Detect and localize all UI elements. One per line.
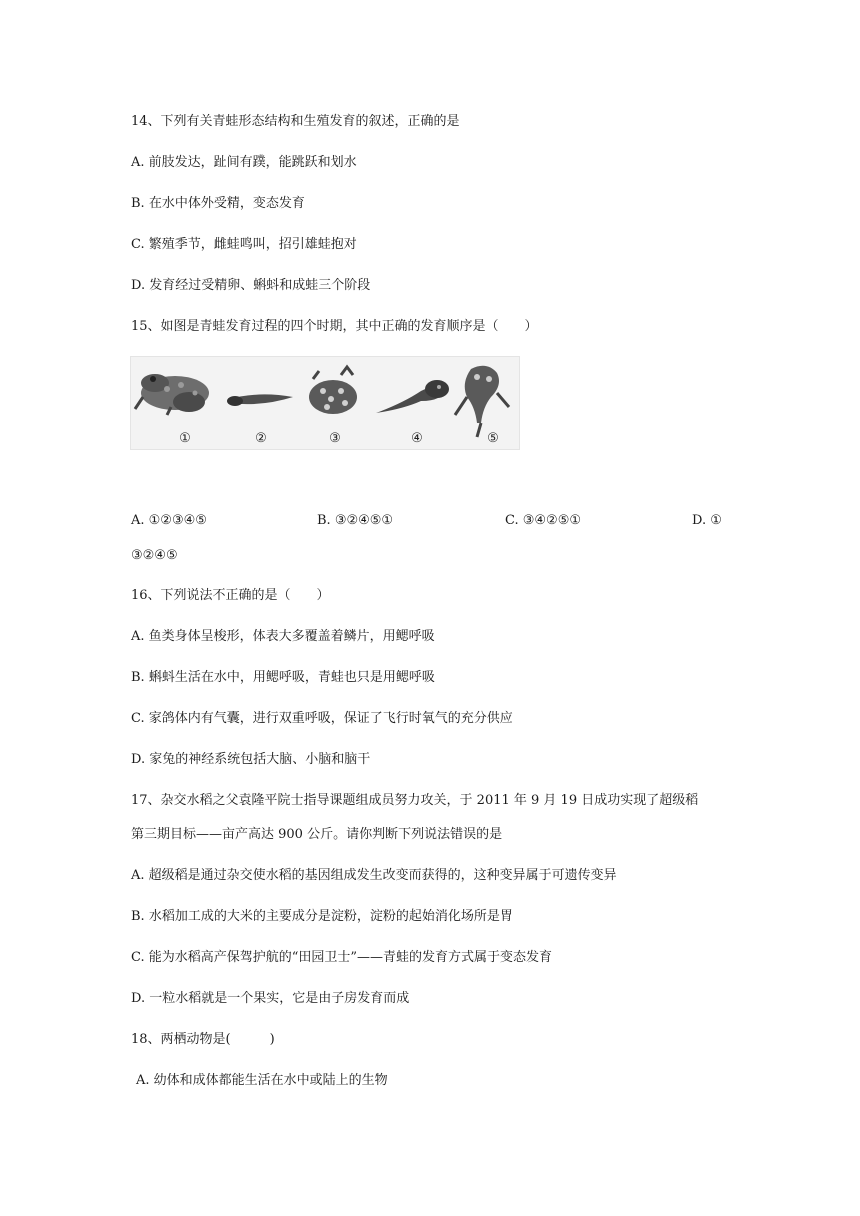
- juvenile-frog-illustration: [455, 366, 509, 437]
- question-14-stem: 14、下列有关青蛙形态结构和生殖发育的叙述，正确的是: [131, 114, 460, 129]
- question-16-option-c: C. 家鸽体内有气囊，进行双重呼吸，保证了飞行时氧气的充分供应: [131, 711, 513, 726]
- figure-label-3: ③: [329, 431, 341, 446]
- question-17-stem-line-2: 第三期目标——亩产高达 900 公斤。请你判断下列说法错误的是: [131, 827, 503, 842]
- frog-development-figure: [130, 356, 520, 450]
- figure-label-2: ②: [255, 431, 267, 446]
- question-16-option-b: B. 蝌蚪生活在水中，用鳃呼吸，青蛙也只是用鳃呼吸: [131, 670, 435, 685]
- question-17-option-a: A. 超级稻是通过杂交使水稻的基因组成发生改变而获得的，这种变异属于可遗传变异: [131, 868, 617, 883]
- question-17-stem-line-1: 17、杂交水稻之父袁隆平院士指导课题组成员努力攻关，于 2011 年 9 月 19 日成功实现了超级稻: [131, 793, 699, 808]
- figure-label-5: ⑤: [487, 431, 499, 446]
- question-14-option-b: B. 在水中体外受精，变态发育: [131, 196, 305, 211]
- question-14-option-c: C. 繁殖季节，雌蛙鸣叫，招引雄蛙抱对: [131, 237, 357, 252]
- tadpole-with-legs-illustration: [376, 380, 449, 413]
- question-16-option-a: A. 鱼类身体呈梭形，体表大多覆盖着鳞片，用鳃呼吸: [131, 629, 435, 644]
- question-15-option-b: B. ③②④⑤①: [317, 513, 394, 528]
- question-18-option-a: A. 幼体和成体都能生活在水中或陆上的生物: [136, 1073, 388, 1088]
- question-14-option-a: A. 前肢发达，趾间有蹼，能跳跃和划水: [131, 155, 357, 170]
- figure-label-4: ④: [411, 431, 423, 446]
- question-18-stem: 18、两栖动物是( ): [131, 1032, 275, 1047]
- question-15-option-a: A. ①②③④⑤: [131, 513, 207, 528]
- adult-frog-illustration: [135, 374, 209, 415]
- question-16-option-d: D. 家兔的神经系统包括大脑、小脑和脑干: [131, 752, 371, 767]
- question-17-option-b: B. 水稻加工成的大米的主要成分是淀粉，淀粉的起始消化场所是胃: [131, 909, 513, 924]
- question-14-option-d: D. 发育经过受精卵、蝌蚪和成蛙三个阶段: [131, 278, 371, 293]
- question-16-stem: 16、下列说法不正确的是（ ）: [131, 588, 330, 603]
- question-17-option-c: C. 能为水稻高产保驾护航的“田园卫士”——青蛙的发育方式属于变态发育: [131, 950, 553, 965]
- question-15-option-d: D. ①: [692, 513, 722, 528]
- question-15-stem: 15、如图是青蛙发育过程的四个时期，其中正确的发育顺序是（ ）: [131, 319, 538, 334]
- question-17-option-d: D. 一粒水稻就是一个果实，它是由子房发育而成: [131, 991, 410, 1006]
- early-tadpole-illustration: [227, 394, 293, 406]
- frog-eggs-illustration: [309, 367, 357, 414]
- figure-label-1: ①: [179, 431, 191, 446]
- question-15-option-d-continued: ③②④⑤: [131, 548, 178, 563]
- question-15-option-c: C. ③④②⑤①: [505, 513, 582, 528]
